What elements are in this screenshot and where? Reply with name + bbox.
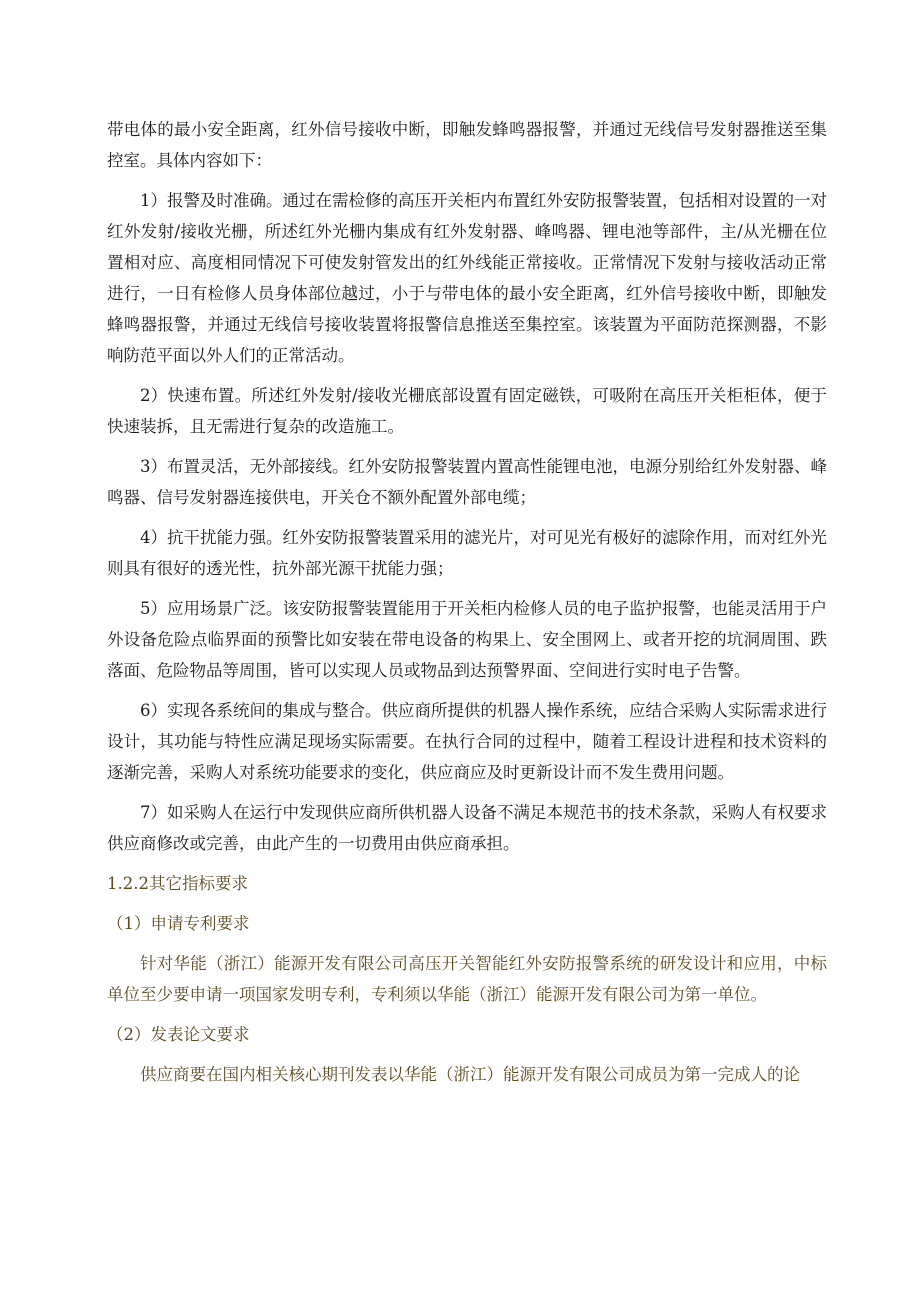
document-page: [107, 114, 827, 1099]
paragraph-item-7: 7）如采购人在运行中发现供应商所供机器人设备不满足本规范书的技术条款，采购人有权要求供应商修改或完善，由此产生的一切费用由供应商承担。: [107, 803, 827, 853]
paragraph-paper: 供应商要在国内相关核心期刊发表以华能（浙江）能源开发有限公司成员为第一完成人的论: [140, 1065, 800, 1084]
section-heading: 1.2.2其它指标要求: [107, 874, 248, 893]
paragraph-intro: 带电体的最小安全距离，红外信号接收中断，即触发蜂鸣器报警，并通过无线信号发射器推送至集控室。具体内容如下：: [107, 120, 827, 170]
subheading-paper: （2）发表论文要求: [107, 1025, 250, 1044]
paragraph-item-4: 4）抗干扰能力强。红外安防报警装置采用的滤光片，对可见光有极好的滤除作用，而对红外光则具有很好的透光性，抗外部光源干扰能力强；: [107, 528, 827, 578]
paragraph-item-5: 5）应用场景广泛。该安防报警装置能用于开关柜内检修人员的电子监护报警，也能灵活用于户外设备危险点临界面的预警比如安装在带电设备的构果上、安全围网上、或者开挖的坑洞周围、跌落面、危险物品等周围，皆可以实现人员或物品到达预警界面、空间进行实时电子告警。: [107, 599, 827, 680]
paragraph-item-3: 3）布置灵活，无外部接线。红外安防报警装置内置高性能锂电池，电源分别给红外发射器、峰鸣器、信号发射器连接供电，开关仓不额外配置外部电缆；: [107, 457, 827, 507]
paragraph-item-6: 6）实现各系统间的集成与整合。供应商所提供的机器人操作系统，应结合采购人实际需求进行设计，其功能与特性应满足现场实际需要。在执行合同的过程中，随着工程设计进程和技术资料的逐渐完善，采购人对系统功能要求的变化，供应商应及时更新设计而不发生费用问题。: [107, 701, 827, 782]
paragraph-patent: 针对华能（浙江）能源开发有限公司高压开关智能红外安防报警系统的研发设计和应用，中标单位至少要申请一项国家发明专利，专利须以华能（浙江）能源开发有限公司为第一单位。: [107, 954, 827, 1004]
paragraph-item-2: 2）快速布置。所述红外发射/接收光栅底部设置有固定磁铁，可吸附在高压开关柜柜体，便于快速装拆，且无需进行复杂的改造施工。: [107, 386, 827, 436]
subheading-patent: （1）申请专利要求: [107, 914, 250, 933]
paragraph-item-1: 1）报警及时准确。通过在需检修的高压开关柜内布置红外安防报警装置，包括相对设置的一对红外发射/接收光栅，所述红外光栅内集成有红外发射器、峰鸣器、锂电池等部件，主/从光栅在位置相对应、高度相同情况下可使发射管发出的红外线能正常接收。正常情况下发射与接收活动正常进行，一日有检修人员身体部位越过，小于与带电体的最小安全距离，红外信号接收中断，即触发蜂鸣器报警，并通过无线信号接收装置将报警信息推送至集控室。该装置为平面防范探测器，不影响防范平面以外人们的正常活动。: [107, 191, 827, 365]
